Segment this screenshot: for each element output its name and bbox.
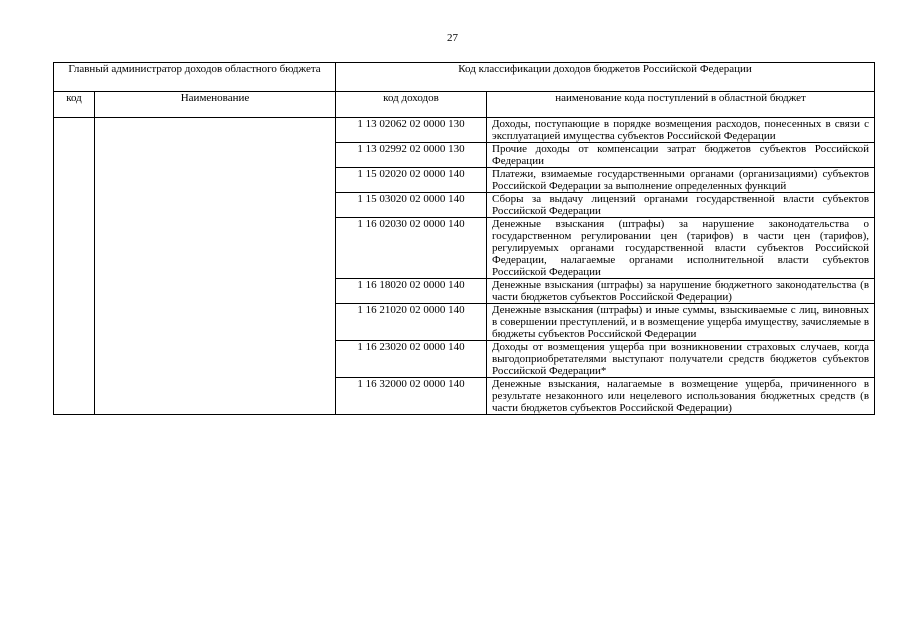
income-code-cell: 1 15 03020 02 0000 140 [336, 193, 487, 218]
admin-code-cell [54, 118, 95, 415]
header-name: Наименование [95, 92, 336, 118]
income-name-cell: Платежи, взимаемые государственными органами (организациями) субъектов Российской Федерации за выполнение определенных функций [487, 168, 875, 193]
income-code-cell: 1 16 32000 02 0000 140 [336, 378, 487, 415]
income-classification-table [53, 62, 875, 415]
page-number: 27 [447, 32, 458, 44]
header-code: код [54, 92, 95, 118]
header-income-name: наименование кода поступлений в областной бюджет [487, 92, 875, 118]
income-code-cell: 1 16 21020 02 0000 140 [336, 304, 487, 341]
income-name-cell: Сборы за выдачу лицензий органами государственной власти субъектов Российской Федерации [487, 193, 875, 218]
income-name-cell: Денежные взыскания, налагаемые в возмещение ущерба, причиненного в результате незаконного или нецелевого использования бюджетных средств (в части бюджетов субъектов Российской Федерации) [487, 378, 875, 415]
income-name-cell: Доходы от возмещения ущерба при возникновении страховых случаев, когда выгодоприобретателями выступают получатели средств бюджетов субъектов Российской Федерации* [487, 341, 875, 378]
header-chief-administrator: Главный администратор доходов областного бюджета [54, 63, 336, 92]
admin-name-cell [95, 118, 336, 415]
table-row [54, 118, 875, 143]
income-code-cell: 1 16 02030 02 0000 140 [336, 218, 487, 279]
income-name-cell: Доходы, поступающие в порядке возмещения расходов, понесенных в связи с эксплуатацией имущества субъектов Российской Федерации [487, 118, 875, 143]
income-code-cell: 1 16 18020 02 0000 140 [336, 279, 487, 304]
income-name-cell: Денежные взыскания (штрафы) за нарушение бюджетного законодательства (в части бюджетов субъектов Российской Федерации) [487, 279, 875, 304]
income-name-cell: Прочие доходы от компенсации затрат бюджетов субъектов Российской Федерации [487, 143, 875, 168]
income-code-cell: 1 13 02992 02 0000 130 [336, 143, 487, 168]
income-code-cell: 1 16 23020 02 0000 140 [336, 341, 487, 378]
income-name-cell: Денежные взыскания (штрафы) и иные суммы, взыскиваемые с лиц, виновных в совершении преступлений, и в возмещение ущерба имуществу, зачисляемые в бюджеты субъектов Российской Федерации [487, 304, 875, 341]
income-name-cell: Денежные взыскания (штрафы) за нарушение законодательства о государственном регулировании цен (тарифов) в части цен (тарифов), регулируемых органами государственной власти субъектов Российской Федерации, налагаемые органами исполнительной власти субъектов Российской Федерации [487, 218, 875, 279]
income-code-cell: 1 13 02062 02 0000 130 [336, 118, 487, 143]
header-classification-code: Код классификации доходов бюджетов Российской Федерации [336, 63, 875, 92]
income-code-cell: 1 15 02020 02 0000 140 [336, 168, 487, 193]
header-income-code: код доходов [336, 92, 487, 118]
